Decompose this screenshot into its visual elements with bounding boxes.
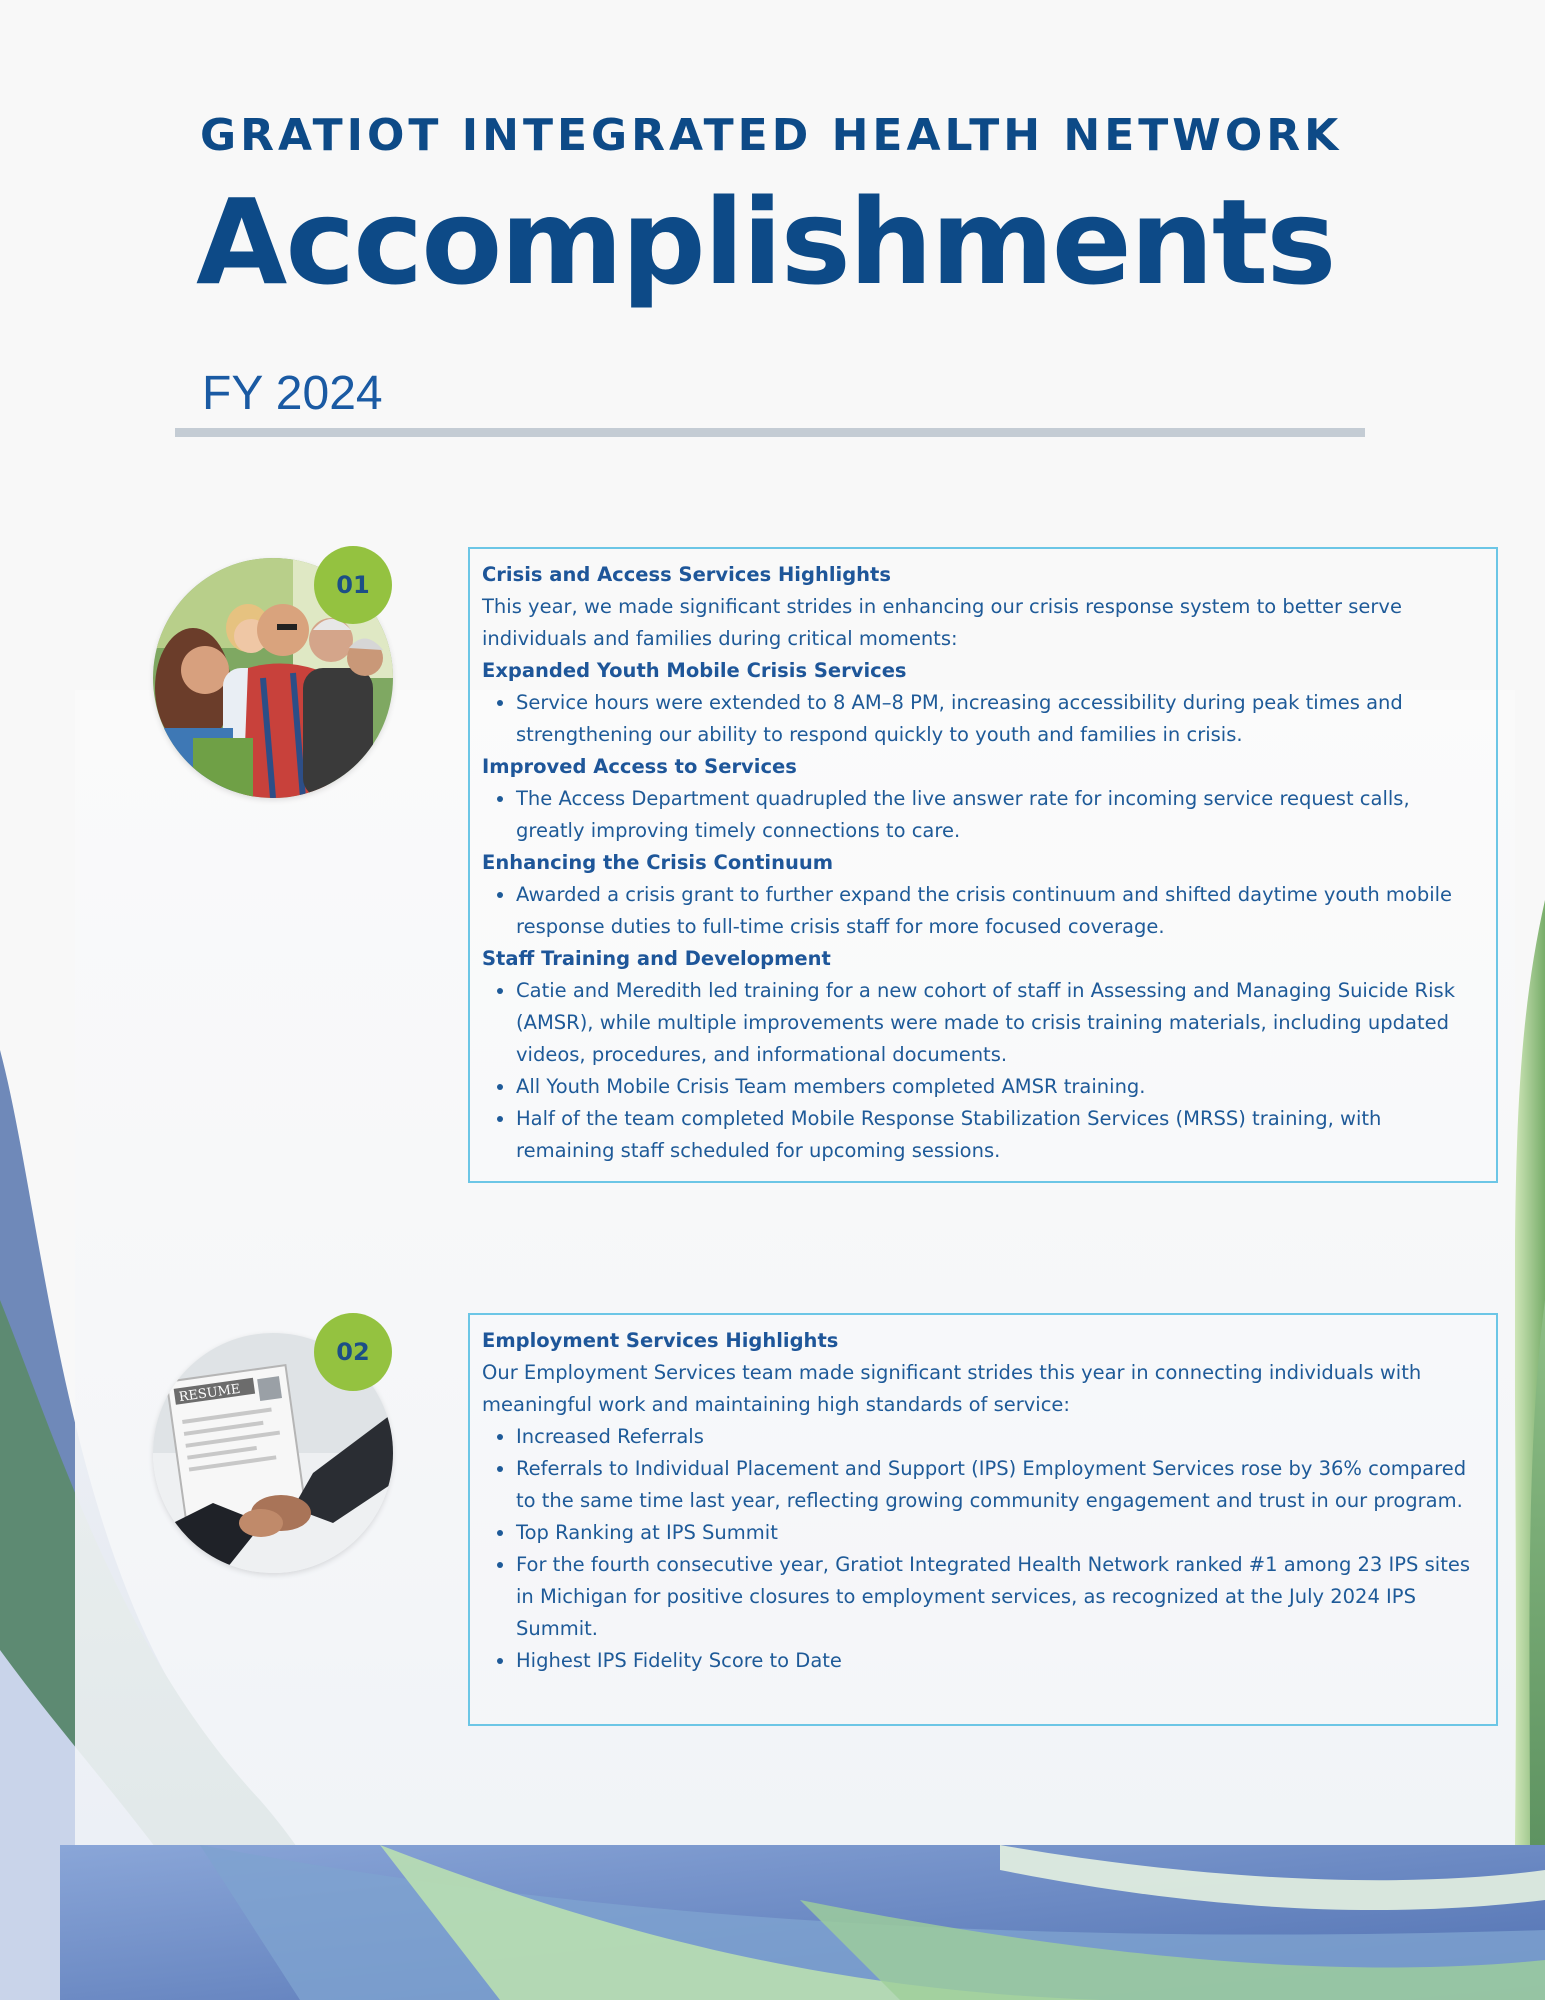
header-divider (175, 428, 1365, 437)
list-item: • For the fourth consecutive year, Gratiot Integrated Health Network ranked #1 among 23 IPS sites in Michigan for positive closures to employment services, as recognized at the July 2024 IPS Summit. (516, 1549, 1484, 1645)
list-item: • Increased Referrals (516, 1421, 1484, 1453)
subheading-youth-mobile-crisis: Expanded Youth Mobile Crisis Services (482, 659, 907, 682)
list-item: • Service hours were extended to 8 AM–8 PM, increasing accessibility during peak times and strengthening our ability to respond quickly to youth and families in crisis. (516, 687, 1484, 751)
bullet-list (482, 975, 1484, 1167)
resume-sheet-label: RESUME (177, 1381, 242, 1406)
section-intro: Our Employment Services team made significant strides this year in connecting individuals with meaningful work and maintaining high standards of service: (482, 1361, 1422, 1416)
organization-name: GRATIOT INTEGRATED HEALTH NETWORK (200, 110, 1343, 161)
bullet-list (482, 879, 1484, 943)
list-item: • Catie and Meredith led training for a new cohort of staff in Assessing and Managing Suicide Risk (AMSR), while multiple improvements were made to crisis training materials, including updated videos, procedures, and informational documents. (516, 975, 1484, 1071)
crisis-access-highlights-box (468, 547, 1498, 1183)
list-item: • Awarded a crisis grant to further expand the crisis continuum and shifted daytime youth mobile response duties to full-time crisis staff for more focused coverage. (516, 879, 1484, 943)
page-title: Accomplishments (196, 173, 1335, 311)
section-number-badge: 01 (314, 546, 392, 624)
bullet-list (482, 687, 1484, 751)
list-item: • Half of the team completed Mobile Response Stabilization Services (MRSS) training, with remaining staff scheduled for upcoming sessions. (516, 1103, 1484, 1167)
list-item: • The Access Department quadrupled the live answer rate for incoming service request calls, greatly improving timely connections to care. (516, 783, 1484, 847)
bullet-list (482, 1421, 1484, 1677)
subheading-improved-access: Improved Access to Services (482, 755, 797, 778)
list-item: • All Youth Mobile Crisis Team members completed AMSR training. (516, 1071, 1484, 1103)
list-item: • Highest IPS Fidelity Score to Date (516, 1645, 1484, 1677)
employment-highlights-box (468, 1313, 1498, 1726)
subheading-crisis-continuum: Enhancing the Crisis Continuum (482, 851, 834, 874)
section-number-badge: 02 (314, 1313, 392, 1391)
section-title: Crisis and Access Services Highlights (482, 563, 891, 586)
header (196, 110, 1343, 311)
fiscal-year-label: FY 2024 (202, 367, 383, 420)
section-intro: This year, we made significant strides in enhancing our crisis response system to better serve individuals and families during critical moments: (482, 595, 1402, 650)
list-item: • Referrals to Individual Placement and Support (IPS) Employment Services rose by 36% compared to the same time last year, reflecting growing community engagement and trust in our program. (516, 1453, 1484, 1517)
bullet-list (482, 783, 1484, 847)
subheading-staff-training: Staff Training and Development (482, 947, 831, 970)
list-item: • Top Ranking at IPS Summit (516, 1517, 1484, 1549)
section-title: Employment Services Highlights (482, 1329, 839, 1352)
